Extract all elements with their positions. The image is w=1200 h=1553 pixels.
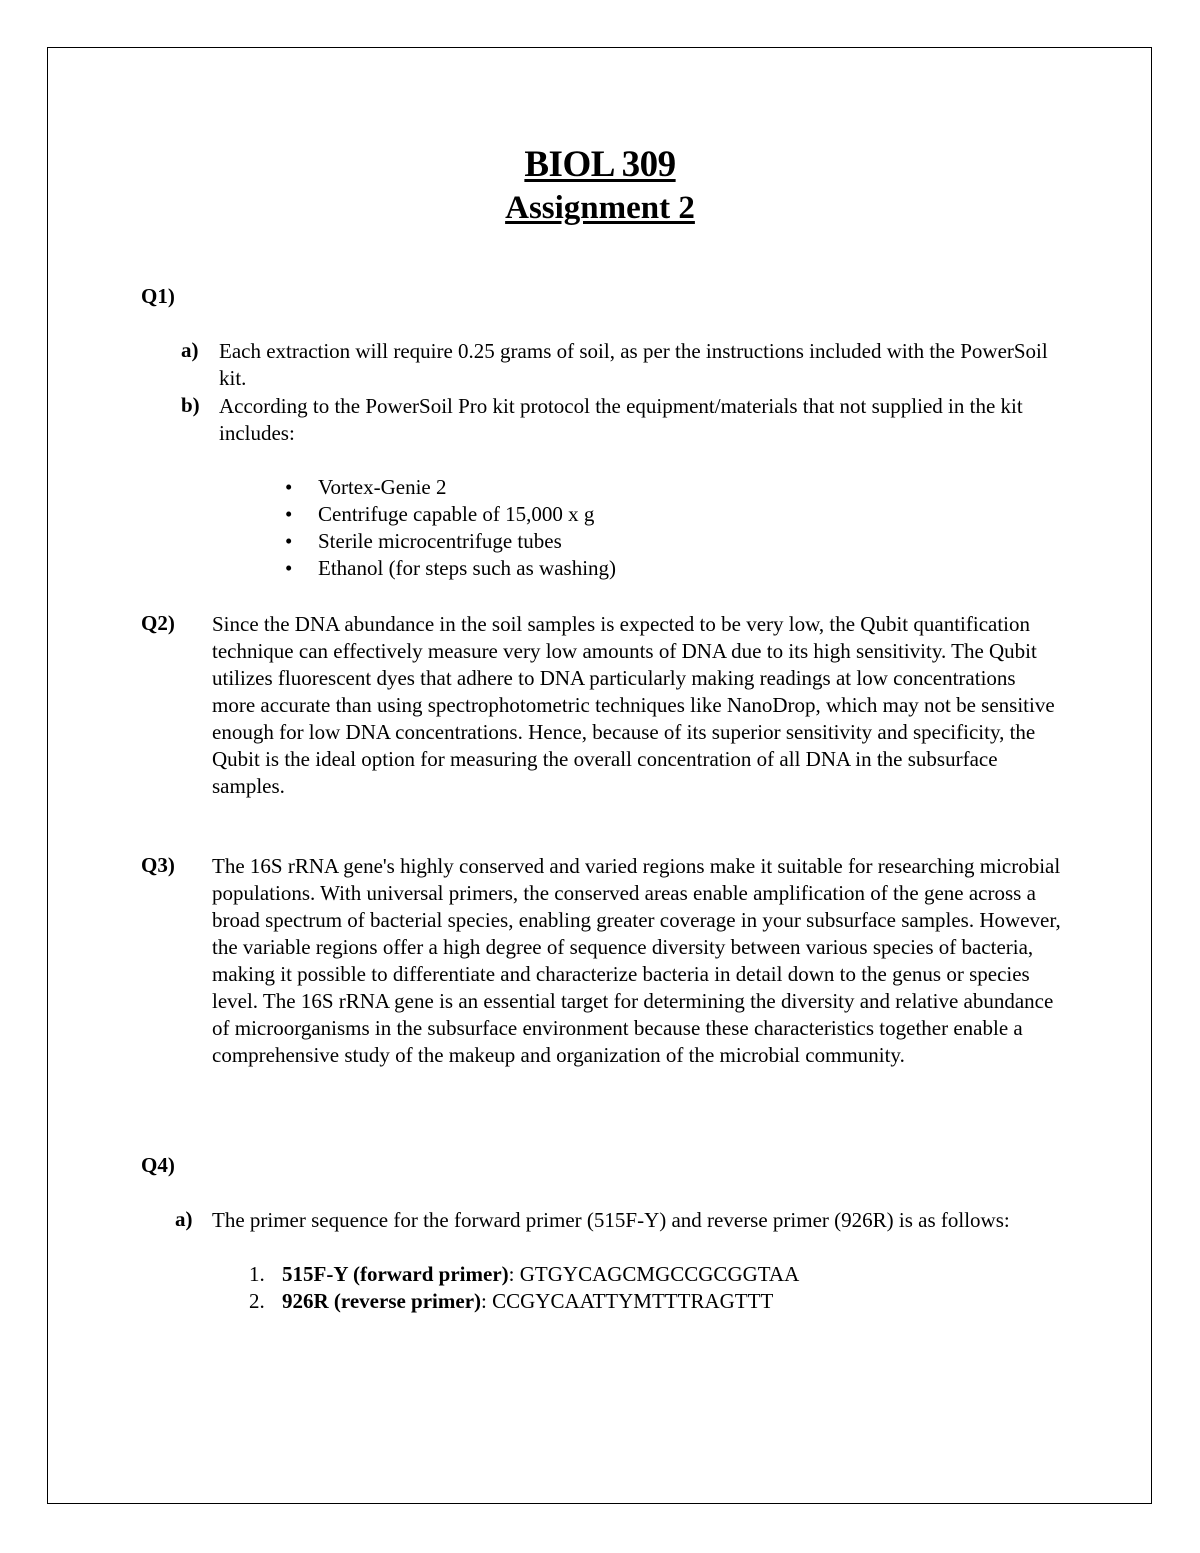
q1-equipment-list bbox=[285, 474, 918, 582]
list-item bbox=[285, 501, 918, 528]
document-subtitle: Assignment 2 bbox=[505, 190, 695, 226]
primer-item-reverse bbox=[249, 1288, 982, 1315]
bullet-icon: • bbox=[285, 475, 293, 499]
q4-a-label: a) bbox=[175, 1207, 193, 1231]
list-item bbox=[285, 528, 918, 555]
list-item-text: Sterile microcentrifuge tubes bbox=[318, 529, 562, 553]
bullet-icon: • bbox=[285, 502, 293, 526]
document-title: BIOL 309 bbox=[524, 144, 676, 185]
primer-sequence: CCGYCAATTYMTTTRAGTTT bbox=[492, 1289, 774, 1313]
list-item-text: Centrifuge capable of 15,000 x g bbox=[318, 502, 595, 526]
q2-label: Q2) bbox=[141, 611, 175, 635]
q4-a-text: The primer sequence for the forward primer (515F-Y) and reverse primer (926R) is as follows: bbox=[212, 1208, 1010, 1232]
q1-a-label: a) bbox=[181, 338, 199, 362]
list-item bbox=[285, 474, 918, 501]
q4-label: Q4) bbox=[141, 1153, 175, 1177]
primer-name: 515F-Y (forward primer) bbox=[282, 1262, 509, 1286]
q1-a-text: Each extraction will require 0.25 grams of soil, as per the instructions included with the PowerSoil kit. bbox=[219, 339, 1048, 390]
bullet-icon: • bbox=[285, 556, 293, 580]
list-number: 2. bbox=[249, 1289, 265, 1313]
primer-item-forward bbox=[249, 1261, 982, 1288]
list-item bbox=[285, 555, 918, 582]
list-item-text: Ethanol (for steps such as washing) bbox=[318, 556, 617, 580]
primer-list bbox=[249, 1261, 982, 1315]
primer-name: 926R (reverse primer) bbox=[282, 1289, 482, 1313]
q1-b-label: b) bbox=[181, 393, 200, 417]
q3-answer: The 16S rRNA gene's highly conserved and varied regions make it suitable for researching microbial populations. With universal primers, the conserved areas enable amplification of the gene across a broad spectrum of bacterial species, enabling greater coverage in your subsurface samples. However, the variable regions offer a high degree of sequence diversity between various species of bacteria, making it possible to differentiate and characterize bacteria in detail down to the genus or species level. The 16S rRNA gene is an essential target for determining the diversity and relative abundance of microorganisms in the subsurface environment because these characteristics together enable a comprehensive study of the makeup and organization of the microbial community. bbox=[212, 854, 1061, 1067]
q3-label: Q3) bbox=[141, 853, 175, 877]
list-number: 1. bbox=[249, 1262, 265, 1286]
primer-sequence: GTGYCAGCMGCCGCGGTAA bbox=[519, 1262, 800, 1286]
q2-answer: Since the DNA abundance in the soil samples is expected to be very low, the Qubit quantification technique can effectively measure very low amounts of DNA due to its high sensitivity. The Qubit utilizes fluorescent dyes that adhere to DNA particularly making readings at low concentrations more accurate than using spectrophotometric techniques like NanoDrop, which may not be sensitive enough for low DNA concentrations. Hence, because of its superior sensitivity and specificity, the Qubit is the ideal option for measuring the overall concentration of all DNA in the subsurface samples. bbox=[212, 612, 1055, 798]
q1-b-text: According to the PowerSoil Pro kit protocol the equipment/materials that not supplied in the kit includes: bbox=[219, 394, 1023, 445]
bullet-icon: • bbox=[285, 529, 293, 553]
primer-separator: : bbox=[481, 1289, 493, 1313]
primer-separator: : bbox=[508, 1262, 520, 1286]
list-item-text: Vortex-Genie 2 bbox=[318, 475, 447, 499]
q1-label: Q1) bbox=[141, 284, 175, 308]
